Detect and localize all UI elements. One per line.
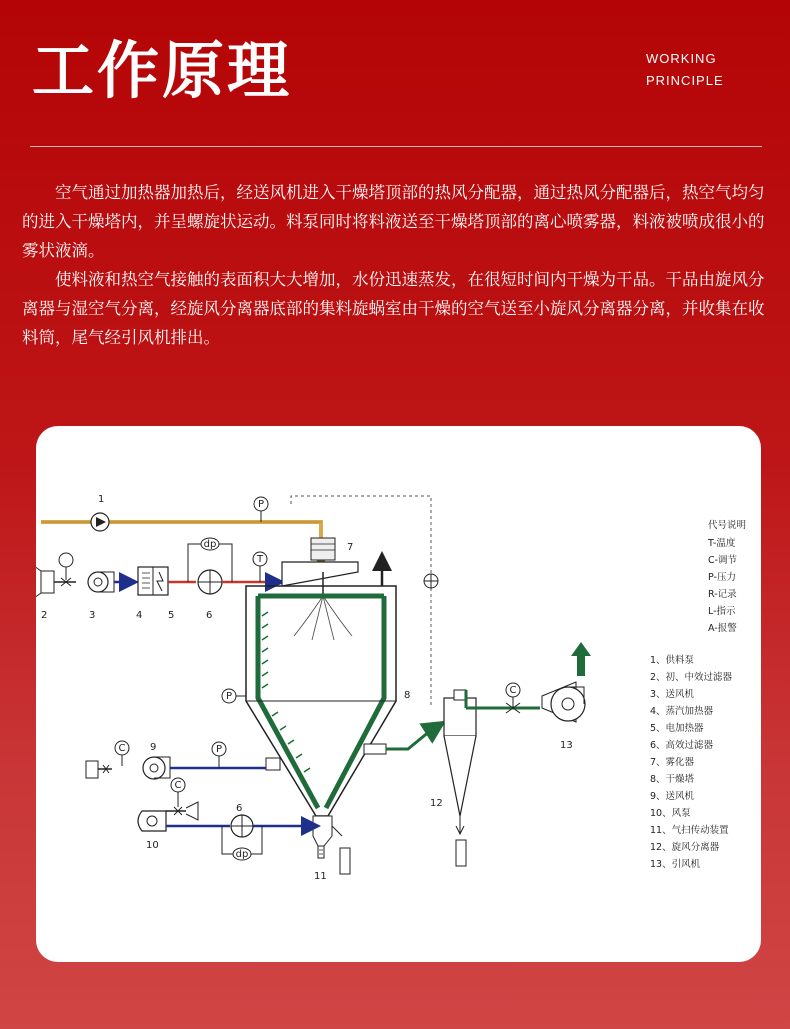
num-5: 5 [168,610,175,621]
fan-9-air-path [86,741,266,779]
air-pump-path [138,778,316,860]
part-10: 10、风泵 [650,808,691,819]
num-8: 8 [404,690,411,701]
num-6-bottom: 6 [236,803,243,814]
dp-label-bottom: dp [235,849,249,860]
code-r: R-记录 [708,589,737,600]
num-7: 7 [347,542,354,553]
instrument-c-pump: C [174,780,182,791]
cyclone-to-fan-line [466,690,540,708]
num-4: 4 [136,610,143,621]
intro-paragraph-1: 空气通过加热器加热后，经送风机进入干燥塔顶部的热风分配器，通过热风分配器后，热空气均匀的进入干燥塔内，并呈螺旋状运动。料泵同时将料液送至干燥塔顶部的离心喷雾器，料液被喷成很小的雾状液滴。 [22,183,765,260]
part-9: 9、送风机 [650,791,695,802]
instrument-c-exhaust: C [509,685,517,696]
part-6: 6、高效过滤器 [650,740,714,751]
part-7: 7、雾化器 [650,757,695,768]
page-subtitle-en [646,48,766,92]
parts-legend [650,654,733,870]
instrument-p-tower: P [225,691,233,702]
process-flow-diagram [36,426,761,962]
supply-air-path [36,538,280,598]
feed-pump [91,513,109,531]
exhaust-arrow [571,642,591,676]
code-legend [707,519,746,634]
code-legend-title: 代号说明 [708,520,747,531]
damper-valve [424,574,438,588]
num-2: 2 [41,610,48,621]
header-divider [30,146,762,147]
part-12: 12、旋风分离器 [650,842,720,853]
part-2: 2、初、中效过滤器 [650,672,733,683]
code-p: P-压力 [708,572,736,583]
num-6-top: 6 [206,610,213,621]
dp-label-top: dp [203,539,217,550]
instrument-t-label: T [256,554,264,565]
num-12: 12 [430,798,443,809]
subtitle-line-1: WORKING [646,51,717,66]
tower-pressure-gauge [222,689,246,703]
subtitle-line-2: PRINCIPLE [646,73,724,88]
num-1: 1 [98,494,105,505]
instrument-p-fan9: P [215,744,223,755]
cyclone-separator [444,690,476,866]
code-t: T-温度 [708,538,736,549]
code-c: C-调节 [708,555,738,566]
induced-draft-fan [542,682,585,722]
instrument-p-label: P [257,499,265,510]
instrument-c-fan9: C [118,743,126,754]
code-l: L-指示 [708,606,736,617]
num-9: 9 [150,742,157,753]
part-1: 1、供料泵 [650,655,695,666]
num-3: 3 [89,610,96,621]
tower-to-cyclone-line [386,724,441,749]
num-10: 10 [146,840,159,851]
feed-pressure-gauge [254,497,268,522]
page-title: 工作原理 [32,34,293,107]
intro-paragraph-2: 使料液和热空气接触的表面积大大增加，水份迅速蒸发，在很短时间内干燥为干品。干品由旋风分离器与湿空气分离，经旋风分离器底部的集料旋蜗室由干燥的空气送至小旋风分离器分离，并收集在收料筒，尾气经引风机排出。 [22,270,765,347]
diagram-card [36,426,761,962]
part-4: 4、蒸汽加热器 [650,706,714,717]
part-8: 8、干燥塔 [650,774,695,785]
part-11: 11、气扫传动装置 [650,825,729,836]
part-13: 13、引风机 [650,859,701,870]
component-numbers [41,494,573,882]
drying-tower [246,538,396,874]
num-13: 13 [560,740,573,751]
code-a: A-报警 [708,623,737,634]
feed-line [41,522,328,568]
control-signal-line [291,496,431,706]
intro-text [22,178,770,352]
part-3: 3、送风机 [650,689,695,700]
part-5: 5、电加热器 [650,723,704,734]
num-11: 11 [314,871,327,882]
